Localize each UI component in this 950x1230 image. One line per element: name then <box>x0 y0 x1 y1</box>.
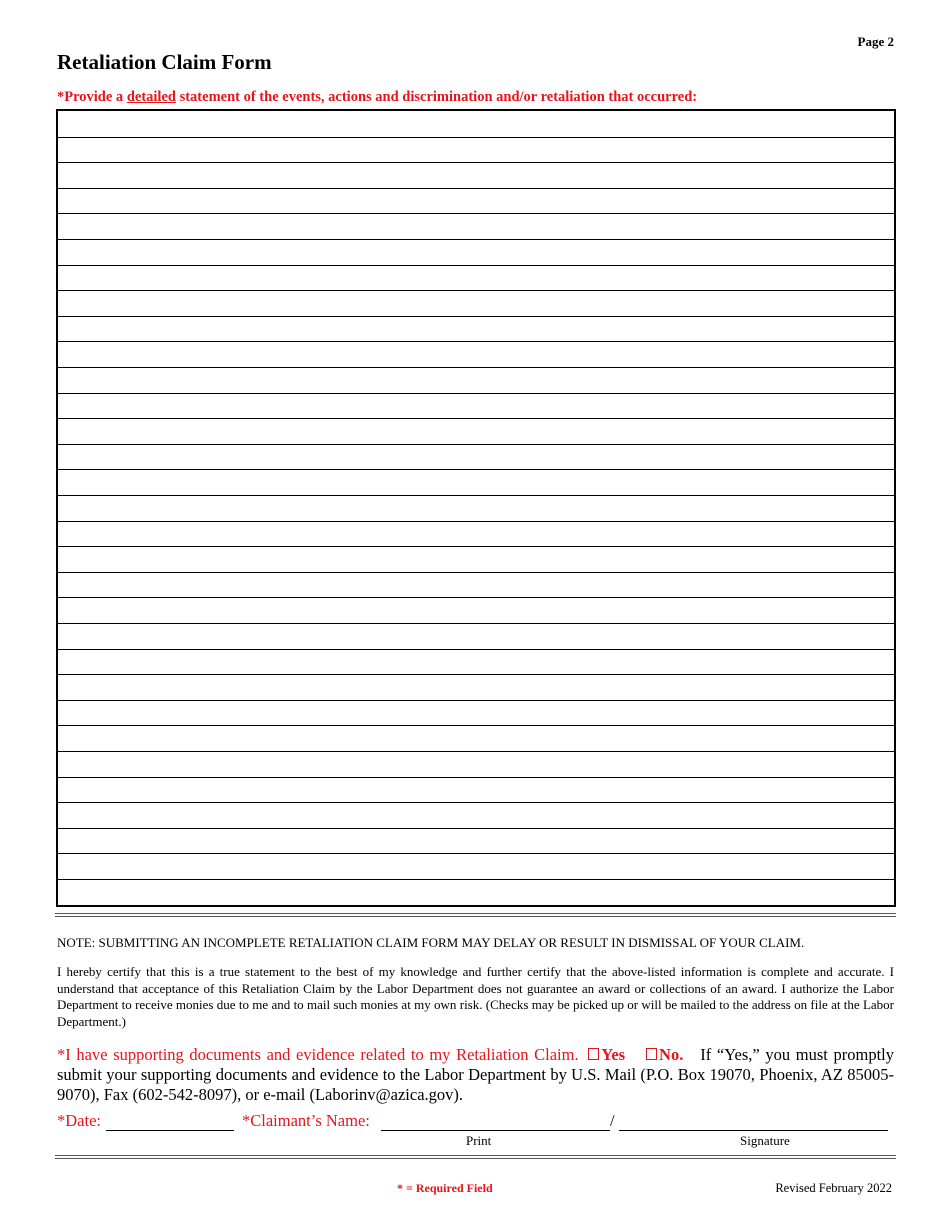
page-number: Page 2 <box>857 34 894 49</box>
writing-line <box>58 341 894 342</box>
writing-line <box>58 521 894 522</box>
section-divider <box>55 913 896 917</box>
writing-line <box>58 828 894 829</box>
statement-text-area[interactable] <box>56 109 896 907</box>
writing-line <box>58 469 894 470</box>
writing-line <box>58 162 894 163</box>
writing-line <box>58 700 894 701</box>
writing-line <box>58 290 894 291</box>
writing-line <box>58 239 894 240</box>
claimant-name-print-field[interactable] <box>381 1130 610 1131</box>
writing-line <box>58 213 894 214</box>
writing-line <box>58 649 894 650</box>
writing-line <box>58 393 894 394</box>
instructions-emphasis: detailed <box>126 89 176 105</box>
writing-line <box>58 853 894 854</box>
writing-line <box>58 265 894 266</box>
incomplete-form-note: NOTE: SUBMITTING AN INCOMPLETE RETALIATION CLAIM FORM MAY DELAY OR RESULT IN DISMISSAL OF YOUR CLAIM. <box>57 935 805 950</box>
writing-line <box>58 495 894 496</box>
required-field-legend: * = Required Field <box>397 1181 493 1195</box>
writing-line <box>58 674 894 675</box>
yes-label: Yes <box>601 1045 626 1064</box>
signature-caption: Signature <box>740 1133 790 1148</box>
writing-line <box>58 444 894 445</box>
writing-line <box>58 623 894 624</box>
instructions-suffix: statement of the events, actions and discrimination and/or retaliation that occurred: <box>175 89 698 105</box>
instructions-prefix: *Provide a <box>57 89 127 105</box>
writing-line <box>58 137 894 138</box>
no-checkbox[interactable] <box>646 1048 657 1060</box>
no-label: No. <box>659 1045 684 1064</box>
writing-line <box>58 572 894 573</box>
date-field[interactable] <box>106 1130 234 1131</box>
form-title: Retaliation Claim Form <box>57 50 272 74</box>
name-separator: / <box>610 1111 615 1130</box>
writing-line <box>58 725 894 726</box>
supporting-instructions: If “Yes,” you must promptly submit your supporting documents and evidence to the Labor Department by U.S. Mail (P.O. Box 19070, Phoenix, AZ 85005-9070), Fax (602-542-8097), or e-mail (Laborinv@azica.gov). <box>57 1045 895 1104</box>
statement-instructions <box>57 89 697 106</box>
certification-statement: I hereby certify that this is a true statement to the best of my knowledge and further certify that the above-listed information is complete and accurate. I understand that acceptance of this Retaliation Claim by the Labor Department does not guarantee an award or collections of an award. I authorize the Labor Department to receive monies due to me and to mail such monies at my own risk. (Checks may be picked up or will be mailed to the address on file at the Labor Department.) <box>57 964 894 1029</box>
signature-line <box>57 1111 101 1131</box>
writing-line <box>58 879 894 880</box>
writing-line <box>58 367 894 368</box>
supporting-question: *I have supporting documents and evidence related to my Retaliation Claim. <box>57 1045 579 1064</box>
revision-date: Revised February 2022 <box>775 1181 892 1195</box>
yes-checkbox[interactable] <box>588 1048 599 1060</box>
claimant-signature-field[interactable] <box>619 1130 888 1131</box>
writing-line <box>58 546 894 547</box>
writing-line <box>58 188 894 189</box>
date-label: *Date: <box>57 1111 101 1130</box>
writing-line <box>58 418 894 419</box>
writing-line <box>58 777 894 778</box>
supporting-documents-statement <box>57 1045 894 1105</box>
writing-line <box>58 316 894 317</box>
writing-line <box>58 802 894 803</box>
writing-line <box>58 751 894 752</box>
footer-divider <box>55 1155 896 1159</box>
writing-line <box>58 597 894 598</box>
claimant-name-label: *Claimant’s Name: <box>242 1111 370 1130</box>
print-caption: Print <box>466 1133 492 1148</box>
